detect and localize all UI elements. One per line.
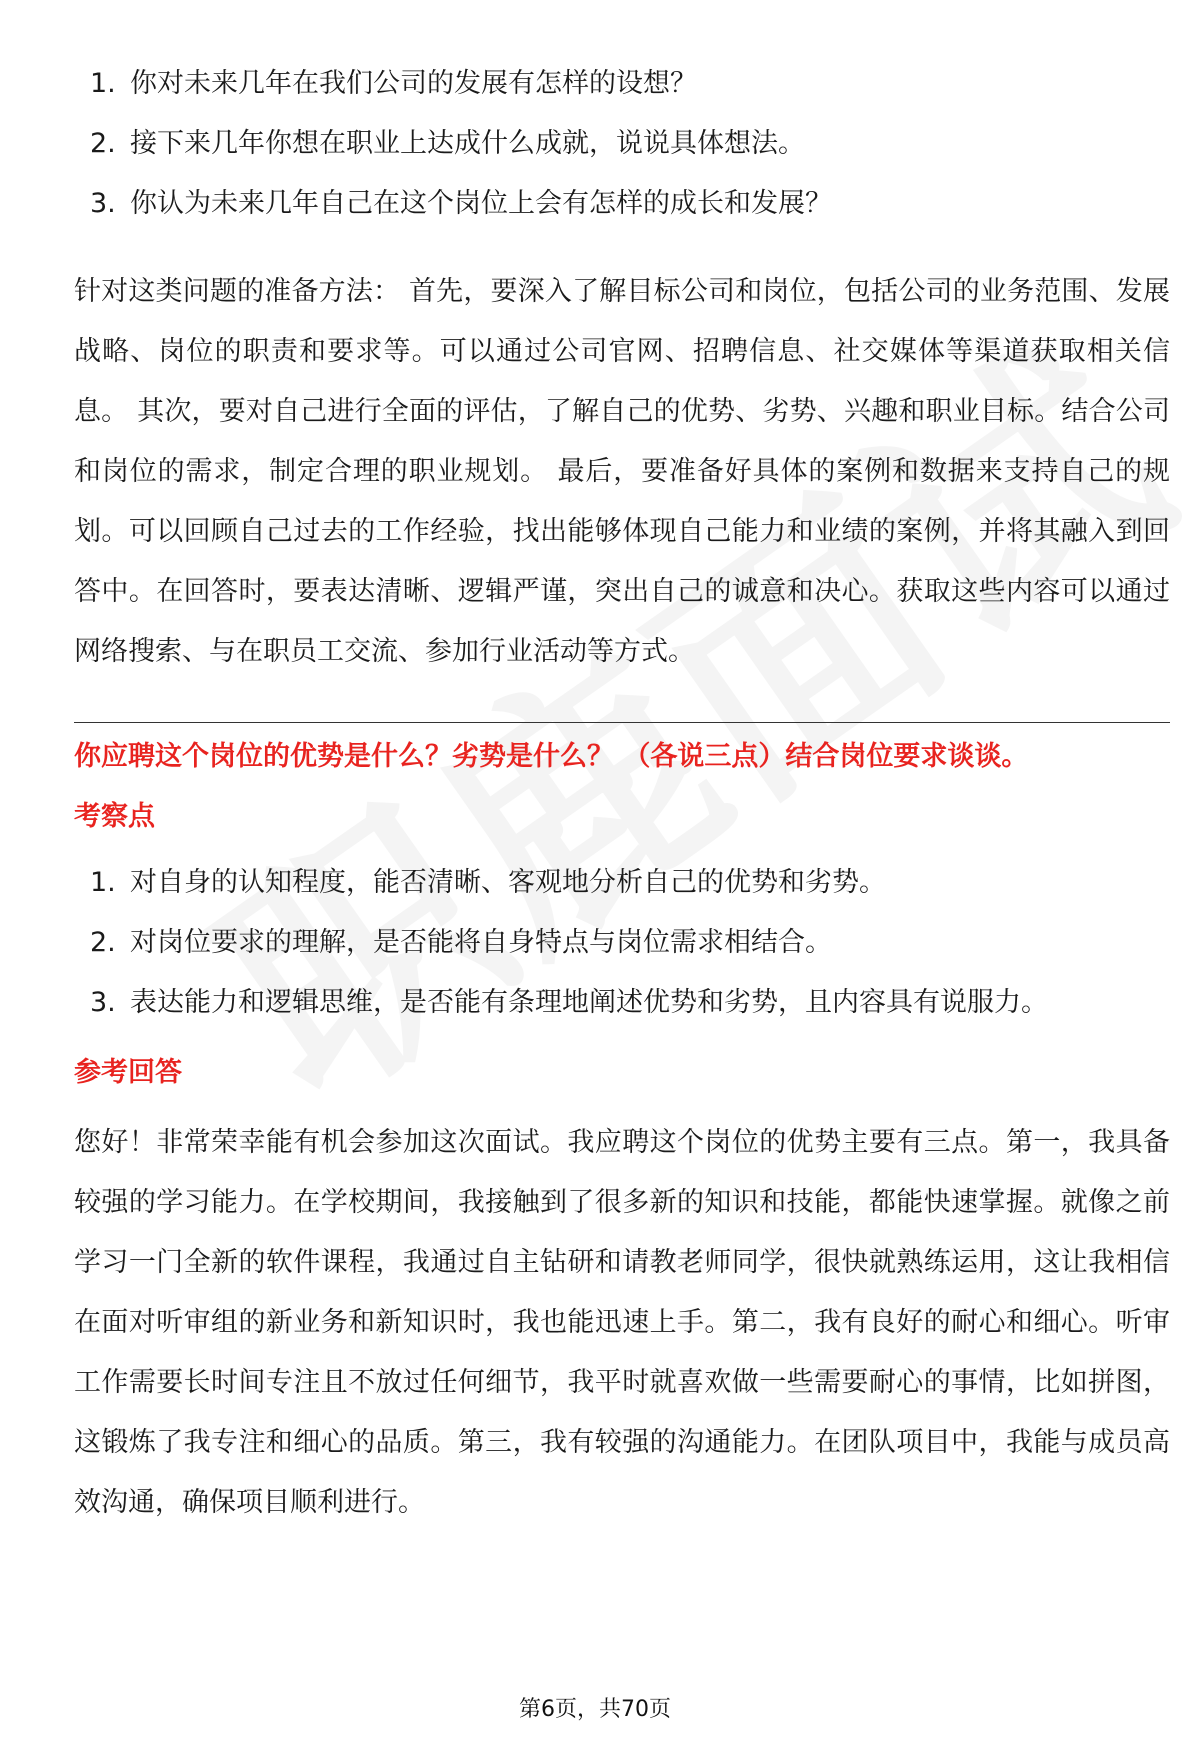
list-item [74,114,1170,174]
method-paragraph: 针对这类问题的准备方法： 首先，要深入了解目标公司和岗位，包括公司的业务范围、发展战略、岗位的职责和要求等。可以通过公司官网、招聘信息、社交媒体等渠道获取相关信息。 其次，要对自己进行全面的评估，了解自己的优势、劣势、兴趣和职业目标。结合公司和岗位的需求，制定合理的职业规划。 最后，要准备好具体的案例和数据来支持自己的规划。可以回顾自己过去的工作经验，找出能够体现自己能力和业绩的案例，并将其融入到回答中。在回答时，要表达清晰、逻辑严谨，突出自己的诚意和决心。获取这些内容可以通过网络搜索、与在职员工交流、参加行业活动等方式。 [74,276,1170,667]
list-item-text: 你认为未来几年自己在这个岗位上会有怎样的成长和发展？ [130,188,832,219]
list-number: 2. [90,927,116,958]
question-title: 你应聘这个岗位的优势是什么？劣势是什么？ （各说三点）结合岗位要求谈谈。 [74,741,1029,772]
question-list [74,54,1170,234]
list-item-text: 接下来几年你想在职业上达成什么成就，说说具体想法。 [130,128,805,159]
list-item [74,54,1170,114]
points-list [74,853,1170,1033]
list-item-text: 表达能力和逻辑思维，是否能有条理地阐述优势和劣势，且内容具有说服力。 [130,987,1048,1018]
list-item [74,853,1170,913]
list-item-text: 对自身的认知程度，能否清晰、客观地分析自己的优势和劣势。 [130,867,886,898]
list-item [74,174,1170,234]
section-divider [74,722,1170,723]
points-heading: 考察点 [74,801,155,832]
list-number: 1. [90,867,116,898]
list-number: 3. [90,987,116,1018]
answer-heading: 参考回答 [74,1057,182,1088]
answer-paragraph: 您好！非常荣幸能有机会参加这次面试。我应聘这个岗位的优势主要有三点。第一，我具备较强的学习能力。在学校期间，我接触到了很多新的知识和技能，都能快速掌握。就像之前学习一门全新的软件课程，我通过自主钻研和请教老师同学，很快就熟练运用，这让我相信在面对听审组的新业务和新知识时，我也能迅速上手。第二，我有良好的耐心和细心。听审工作需要长时间专注且不放过任何细节，我平时就喜欢做一些需要耐心的事情，比如拼图，这锻炼了我专注和细心的品质。第三，我有较强的沟通能力。在团队项目中，我能与成员高效沟通，确保项目顺利进行。 [74,1127,1170,1518]
content-area [74,54,1170,1533]
page-number: 第6页，共70页 [519,1697,671,1722]
list-item [74,913,1170,973]
list-number: 1. [90,68,116,99]
list-item-text: 你对未来几年在我们公司的发展有怎样的设想？ [130,68,697,99]
list-item [74,973,1170,1033]
list-number: 2. [90,128,116,159]
list-number: 3. [90,188,116,219]
list-item-text: 对岗位要求的理解，是否能将自身特点与岗位需求相结合。 [130,927,832,958]
